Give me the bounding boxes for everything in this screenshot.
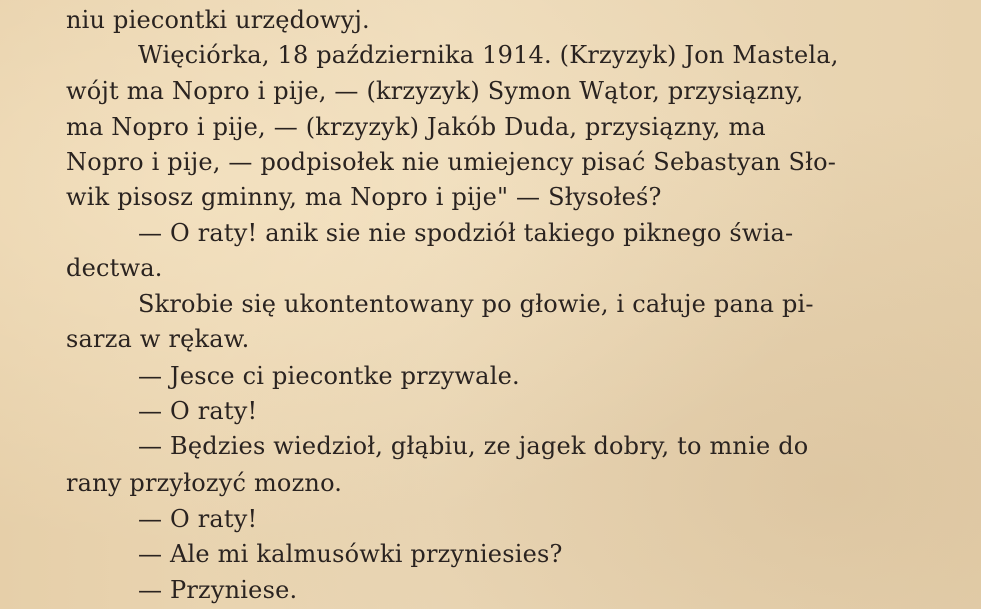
text-line-7: — O raty! anik sie nie spodziół takiego piknego świa- [138,219,794,247]
text-line-1: niu piecontki urzędowyj. [66,6,370,34]
text-line-5: Nopro i pije, — podpisołek nie umiejency pisać Sebastyan Sło- [66,148,837,176]
text-line-2: Więciórka, 18 października 1914. (Krzyzyk) Jon Mastela, [138,41,839,69]
text-line-15: — O raty! [138,505,258,533]
text-line-10: sarza w rękaw. [66,325,250,353]
text-line-4: ma Nopro i pije, — (krzyzyk) Jakób Duda, przysiązny, ma [66,113,766,141]
text-line-3: wójt ma Nopro i pije, — (krzyzyk) Symon Wątor, przysiązny, [66,77,804,105]
text-line-11: — Jesce ci piecontke przywale. [138,362,520,390]
text-line-12: — O raty! [138,397,258,425]
text-line-13: — Będzies wiedzioł, głąbiu, ze jagek dobry, to mnie do [138,432,809,460]
text-line-8: dectwa. [66,254,163,282]
text-line-17: — Przyniese. [138,576,298,604]
text-line-14: rany przyłozyć mozno. [66,469,343,497]
text-line-6: wik pisosz gminny, ma Nopro i pije" — Słysołeś? [66,183,662,211]
text-line-16: — Ale mi kalmusówki przyniesies? [138,540,563,568]
text-line-9: Skrobie się ukontentowany po głowie, i całuje pana pi- [138,290,814,318]
